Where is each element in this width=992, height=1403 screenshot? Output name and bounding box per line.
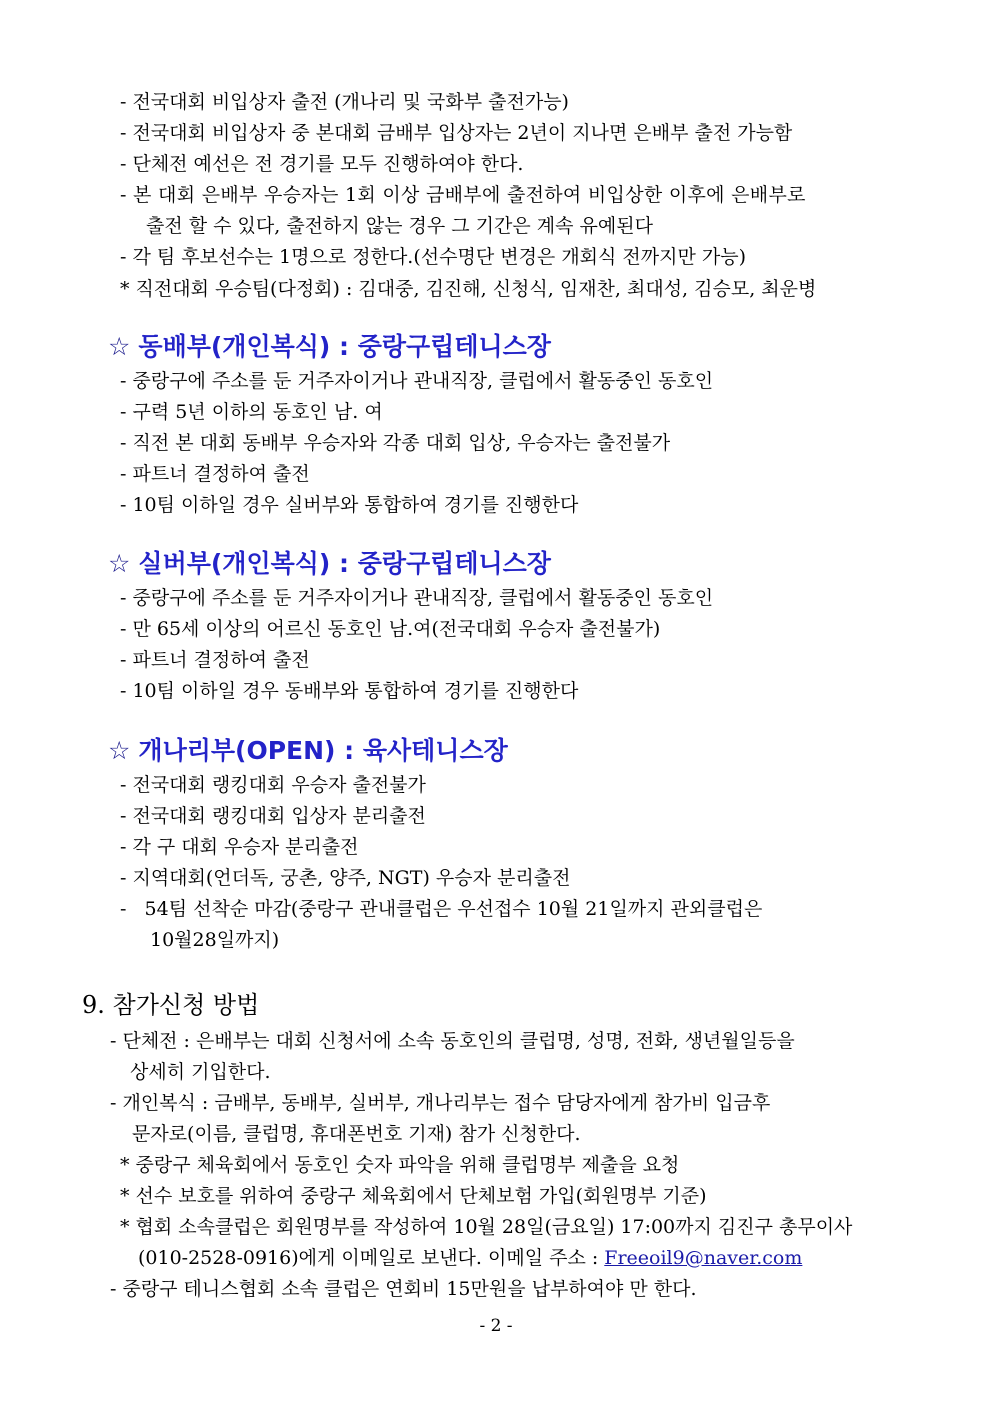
rule-line: - 전국대회 랭킹대회 우승자 출전불가 [120,774,426,796]
rule-line: - 전국대회 랭킹대회 입상자 분리출전 [120,805,426,827]
rule-line-continued: 문자로(이름, 클럽명, 휴대폰번호 기재) 참가 신청한다. [132,1123,581,1145]
rule-line: - 본 대회 은배부 우승자는 1회 이상 금배부에 출전하여 비입상한 이후에 은배부로 [120,184,806,206]
page-number: - 2 - [479,1316,513,1336]
rule-line: - 10팀 이하일 경우 동배부와 통합하여 경기를 진행한다 [120,680,579,702]
star-icon: ☆ [108,736,131,765]
rule-line: - 54팀 선착순 마감(중랑구 관내클럽은 우선접수 10월 21일까지 관외클럽은 [120,898,763,920]
rule-line: - 중랑구에 주소를 둔 거주자이거나 관내직장, 클럽에서 활동중인 동호인 [120,587,714,609]
rule-line: - 각 팀 후보선수는 1명으로 정한다.(선수명단 변경은 개회식 전까지만 가능) [120,246,746,268]
rule-line: - 구력 5년 이하의 동호인 남. 여 [120,401,383,423]
rule-line: - 직전 본 대회 동배부 우승자와 각종 대회 입상, 우승자는 출전불가 [120,432,671,454]
email-link[interactable]: Freeoil9@naver.com [604,1247,803,1269]
rule-line-continued: 출전 할 수 있다, 출전하지 않는 경우 그 기간은 계속 유예된다 [146,215,653,237]
note-line: * 중랑구 체육회에서 동호인 숫자 파악을 위해 클럽명부 제출을 요청 [120,1154,680,1176]
rule-line: - 전국대회 비입상자 중 본대회 금배부 입상자는 2년이 지나면 은배부 출전 가능함 [120,122,793,144]
note-line: * 선수 보호를 위하여 중랑구 체육회에서 단체보험 가입(회원명부 기준) [120,1185,707,1207]
rule-line: - 파트너 결정하여 출전 [120,649,310,671]
note-line-continued [138,1243,802,1274]
section-heading-gaenari [108,733,508,769]
rule-line: - 전국대회 비입상자 출전 (개나리 및 국화부 출전가능) [120,91,569,113]
contact-text: (010-2528-0916)에게 이메일로 보낸다. 이메일 주소 : [138,1247,605,1269]
rule-line: - 중랑구 테니스협회 소속 클럽은 연회비 15만원을 납부하여야 만 한다. [110,1278,697,1300]
note-line: * 직전대회 우승팀(다정회) : 김대중, 김진해, 신청식, 임재찬, 최대성, 김승모, 최운병 [120,278,817,300]
rule-line: - 지역대회(언더독, 궁촌, 양주, NGT) 우승자 분리출전 [120,867,571,889]
rule-line: - 만 65세 이상의 어르신 동호인 남.여(전국대회 우승자 출전불가) [120,618,661,640]
section-title: 동배부(개인복식) : 중랑구립테니스장 [138,332,551,361]
section-title: 개나리부(OPEN) : 육사테니스장 [138,736,508,765]
rule-line-continued: 상세히 기입한다. [130,1061,271,1083]
section-heading-silver [108,546,551,582]
rule-line: - 단체전 : 은배부는 대회 신청서에 소속 동호인의 클럽명, 성명, 전화, 생년월일등을 [110,1030,795,1052]
rule-line: - 개인복식 : 금배부, 동배부, 실버부, 개나리부는 접수 담당자에게 참가비 입금후 [110,1092,771,1114]
star-icon: ☆ [108,549,131,578]
rule-line: - 단체전 예선은 전 경기를 모두 진행하여야 한다. [120,153,524,175]
note-line: * 협회 소속클럽은 회원명부를 작성하여 10월 28일(금요일) 17:00까지 김진구 총무이사 [120,1216,853,1238]
section-9-title: 9. 참가신청 방법 [82,991,260,1019]
section-title: 실버부(개인복식) : 중랑구립테니스장 [138,549,551,578]
rule-line: - 10팀 이하일 경우 실버부와 통합하여 경기를 진행한다 [120,494,579,516]
star-icon: ☆ [108,332,131,361]
rule-line: - 중랑구에 주소를 둔 거주자이거나 관내직장, 클럽에서 활동중인 동호인 [120,370,714,392]
section-heading-dongbae [108,329,551,365]
rule-line: - 각 구 대회 우승자 분리출전 [120,836,359,858]
rule-line: - 파트너 결정하여 출전 [120,463,310,485]
rule-line-continued: 10월28일까지) [150,929,280,951]
